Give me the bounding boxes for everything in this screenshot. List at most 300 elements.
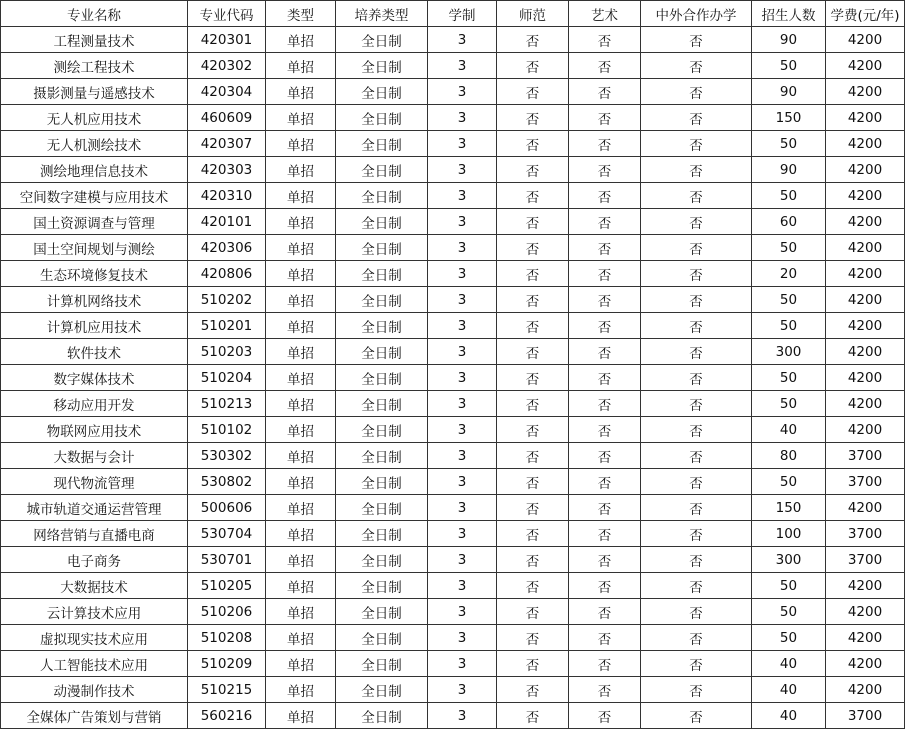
- training-type-cell: 全日制: [336, 391, 428, 417]
- sino-foreign-cell: 否: [641, 261, 752, 287]
- duration-cell: 3: [428, 391, 497, 417]
- teacher-training-cell: 否: [497, 105, 569, 131]
- teacher-training-cell: 否: [497, 79, 569, 105]
- table-row: [1, 131, 905, 157]
- duration-cell: 3: [428, 521, 497, 547]
- teacher-training-cell: 否: [497, 235, 569, 261]
- header-row: [1, 1, 905, 27]
- major-code-cell: 510215: [188, 677, 266, 703]
- sino-foreign-cell: 否: [641, 105, 752, 131]
- art-cell: 否: [569, 365, 641, 391]
- teacher-training-cell: 否: [497, 651, 569, 677]
- table-row: [1, 105, 905, 131]
- type-cell: 单招: [266, 443, 336, 469]
- teacher-training-cell: 否: [497, 417, 569, 443]
- sino-foreign-cell: 否: [641, 183, 752, 209]
- table-row: [1, 27, 905, 53]
- tuition-cell: 4200: [826, 573, 905, 599]
- tuition-cell: 4200: [826, 131, 905, 157]
- training-type-cell: 全日制: [336, 677, 428, 703]
- type-cell: 单招: [266, 27, 336, 53]
- training-type-cell: 全日制: [336, 703, 428, 729]
- enrollment-count-cell: 50: [752, 183, 826, 209]
- tuition-cell: 4200: [826, 495, 905, 521]
- teacher-training-cell: 否: [497, 339, 569, 365]
- teacher-training-cell: 否: [497, 573, 569, 599]
- table-row: [1, 677, 905, 703]
- tuition-cell: 3700: [826, 521, 905, 547]
- sino-foreign-cell: 否: [641, 677, 752, 703]
- art-cell: 否: [569, 599, 641, 625]
- major-code-cell: 420304: [188, 79, 266, 105]
- table-row: [1, 469, 905, 495]
- training-type-cell: 全日制: [336, 105, 428, 131]
- teacher-training-cell: 否: [497, 287, 569, 313]
- tuition-cell: 3700: [826, 547, 905, 573]
- major-code-cell: 420307: [188, 131, 266, 157]
- training-type-cell: 全日制: [336, 53, 428, 79]
- enrollment-count-cell: 50: [752, 235, 826, 261]
- art-cell: 否: [569, 703, 641, 729]
- table-row: [1, 625, 905, 651]
- sino-foreign-cell: 否: [641, 53, 752, 79]
- sino-foreign-cell: 否: [641, 703, 752, 729]
- teacher-training-cell: 否: [497, 261, 569, 287]
- major-name-cell: 国土资源调查与管理: [1, 209, 188, 235]
- training-type-cell: 全日制: [336, 651, 428, 677]
- sino-foreign-cell: 否: [641, 651, 752, 677]
- table-row: [1, 53, 905, 79]
- major-code-cell: 530701: [188, 547, 266, 573]
- sino-foreign-cell: 否: [641, 209, 752, 235]
- major-name-cell: 物联网应用技术: [1, 417, 188, 443]
- tuition-cell: 3700: [826, 443, 905, 469]
- major-name-cell: 测绘地理信息技术: [1, 157, 188, 183]
- duration-cell: 3: [428, 625, 497, 651]
- art-cell: 否: [569, 131, 641, 157]
- major-code-cell: 420301: [188, 27, 266, 53]
- art-cell: 否: [569, 443, 641, 469]
- duration-cell: 3: [428, 417, 497, 443]
- art-cell: 否: [569, 469, 641, 495]
- duration-cell: 3: [428, 547, 497, 573]
- duration-cell: 3: [428, 469, 497, 495]
- art-cell: 否: [569, 521, 641, 547]
- table-row: [1, 339, 905, 365]
- tuition-cell: 3700: [826, 703, 905, 729]
- sino-foreign-cell: 否: [641, 599, 752, 625]
- major-name-cell: 现代物流管理: [1, 469, 188, 495]
- major-code-cell: 500606: [188, 495, 266, 521]
- type-cell: 单招: [266, 495, 336, 521]
- table-row: [1, 521, 905, 547]
- enrollment-count-cell: 80: [752, 443, 826, 469]
- major-code-cell: 420310: [188, 183, 266, 209]
- type-cell: 单招: [266, 53, 336, 79]
- art-cell: 否: [569, 27, 641, 53]
- type-cell: 单招: [266, 183, 336, 209]
- duration-cell: 3: [428, 27, 497, 53]
- table-row: [1, 391, 905, 417]
- sino-foreign-cell: 否: [641, 235, 752, 261]
- tuition-cell: 3700: [826, 469, 905, 495]
- table-row: [1, 703, 905, 729]
- sino-foreign-cell: 否: [641, 157, 752, 183]
- duration-cell: 3: [428, 703, 497, 729]
- enrollment-count-cell: 100: [752, 521, 826, 547]
- training-type-cell: 全日制: [336, 469, 428, 495]
- duration-cell: 3: [428, 677, 497, 703]
- tuition-cell: 4200: [826, 625, 905, 651]
- sino-foreign-cell: 否: [641, 417, 752, 443]
- enrollment-count-cell: 300: [752, 339, 826, 365]
- enrollment-count-cell: 50: [752, 287, 826, 313]
- training-type-cell: 全日制: [336, 287, 428, 313]
- sino-foreign-cell: 否: [641, 573, 752, 599]
- major-code-cell: 530302: [188, 443, 266, 469]
- art-cell: 否: [569, 157, 641, 183]
- art-cell: 否: [569, 417, 641, 443]
- enrollment-count-cell: 150: [752, 105, 826, 131]
- enrollment-count-cell: 50: [752, 313, 826, 339]
- header-type: 类型: [266, 1, 336, 27]
- type-cell: 单招: [266, 339, 336, 365]
- type-cell: 单招: [266, 625, 336, 651]
- major-name-cell: 无人机应用技术: [1, 105, 188, 131]
- training-type-cell: 全日制: [336, 417, 428, 443]
- major-name-cell: 计算机应用技术: [1, 313, 188, 339]
- enrollment-count-cell: 50: [752, 573, 826, 599]
- training-type-cell: 全日制: [336, 573, 428, 599]
- duration-cell: 3: [428, 131, 497, 157]
- duration-cell: 3: [428, 79, 497, 105]
- art-cell: 否: [569, 339, 641, 365]
- tuition-cell: 4200: [826, 183, 905, 209]
- training-type-cell: 全日制: [336, 443, 428, 469]
- table-row: [1, 183, 905, 209]
- tuition-cell: 4200: [826, 209, 905, 235]
- table-row: [1, 235, 905, 261]
- major-name-cell: 城市轨道交通运营管理: [1, 495, 188, 521]
- training-type-cell: 全日制: [336, 209, 428, 235]
- table-row: [1, 599, 905, 625]
- table-row: [1, 651, 905, 677]
- type-cell: 单招: [266, 209, 336, 235]
- major-code-cell: 510205: [188, 573, 266, 599]
- tuition-cell: 4200: [826, 235, 905, 261]
- training-type-cell: 全日制: [336, 27, 428, 53]
- table-body: [1, 27, 905, 729]
- enrollment-count-cell: 50: [752, 599, 826, 625]
- enrollment-count-cell: 90: [752, 79, 826, 105]
- art-cell: 否: [569, 105, 641, 131]
- sino-foreign-cell: 否: [641, 391, 752, 417]
- teacher-training-cell: 否: [497, 443, 569, 469]
- major-code-cell: 560216: [188, 703, 266, 729]
- teacher-training-cell: 否: [497, 469, 569, 495]
- type-cell: 单招: [266, 417, 336, 443]
- duration-cell: 3: [428, 573, 497, 599]
- sino-foreign-cell: 否: [641, 625, 752, 651]
- major-name-cell: 国土空间规划与测绘: [1, 235, 188, 261]
- enrollment-count-cell: 40: [752, 703, 826, 729]
- type-cell: 单招: [266, 573, 336, 599]
- major-name-cell: 动漫制作技术: [1, 677, 188, 703]
- type-cell: 单招: [266, 469, 336, 495]
- teacher-training-cell: 否: [497, 183, 569, 209]
- art-cell: 否: [569, 391, 641, 417]
- training-type-cell: 全日制: [336, 313, 428, 339]
- major-code-cell: 420303: [188, 157, 266, 183]
- table-row: [1, 287, 905, 313]
- duration-cell: 3: [428, 339, 497, 365]
- teacher-training-cell: 否: [497, 131, 569, 157]
- table-row: [1, 417, 905, 443]
- table-row: [1, 365, 905, 391]
- training-type-cell: 全日制: [336, 521, 428, 547]
- major-name-cell: 大数据技术: [1, 573, 188, 599]
- major-name-cell: 电子商务: [1, 547, 188, 573]
- duration-cell: 3: [428, 651, 497, 677]
- training-type-cell: 全日制: [336, 547, 428, 573]
- major-code-cell: 420306: [188, 235, 266, 261]
- enrollment-count-cell: 150: [752, 495, 826, 521]
- tuition-cell: 4200: [826, 79, 905, 105]
- enrollment-count-cell: 90: [752, 27, 826, 53]
- major-code-cell: 460609: [188, 105, 266, 131]
- table-row: [1, 209, 905, 235]
- major-code-cell: 510102: [188, 417, 266, 443]
- duration-cell: 3: [428, 261, 497, 287]
- table-row: [1, 443, 905, 469]
- art-cell: 否: [569, 209, 641, 235]
- teacher-training-cell: 否: [497, 547, 569, 573]
- tuition-cell: 4200: [826, 339, 905, 365]
- tuition-cell: 4200: [826, 157, 905, 183]
- training-type-cell: 全日制: [336, 79, 428, 105]
- enrollment-count-cell: 60: [752, 209, 826, 235]
- enrollment-count-cell: 40: [752, 677, 826, 703]
- tuition-cell: 4200: [826, 313, 905, 339]
- training-type-cell: 全日制: [336, 495, 428, 521]
- major-name-cell: 大数据与会计: [1, 443, 188, 469]
- tuition-cell: 4200: [826, 651, 905, 677]
- training-type-cell: 全日制: [336, 183, 428, 209]
- table-row: [1, 79, 905, 105]
- teacher-training-cell: 否: [497, 365, 569, 391]
- major-code-cell: 510201: [188, 313, 266, 339]
- sino-foreign-cell: 否: [641, 27, 752, 53]
- type-cell: 单招: [266, 677, 336, 703]
- enrollment-count-cell: 50: [752, 365, 826, 391]
- art-cell: 否: [569, 625, 641, 651]
- duration-cell: 3: [428, 443, 497, 469]
- teacher-training-cell: 否: [497, 677, 569, 703]
- major-code-cell: 510204: [188, 365, 266, 391]
- type-cell: 单招: [266, 313, 336, 339]
- major-code-cell: 420302: [188, 53, 266, 79]
- header-major-name: 专业名称: [1, 1, 188, 27]
- enrollment-count-cell: 300: [752, 547, 826, 573]
- sino-foreign-cell: 否: [641, 365, 752, 391]
- training-type-cell: 全日制: [336, 339, 428, 365]
- duration-cell: 3: [428, 157, 497, 183]
- sino-foreign-cell: 否: [641, 131, 752, 157]
- teacher-training-cell: 否: [497, 313, 569, 339]
- duration-cell: 3: [428, 599, 497, 625]
- major-code-cell: 420101: [188, 209, 266, 235]
- type-cell: 单招: [266, 599, 336, 625]
- training-type-cell: 全日制: [336, 599, 428, 625]
- training-type-cell: 全日制: [336, 365, 428, 391]
- teacher-training-cell: 否: [497, 703, 569, 729]
- major-code-cell: 510206: [188, 599, 266, 625]
- type-cell: 单招: [266, 157, 336, 183]
- art-cell: 否: [569, 651, 641, 677]
- enrollment-count-cell: 20: [752, 261, 826, 287]
- art-cell: 否: [569, 287, 641, 313]
- header-teacher-training: 师范: [497, 1, 569, 27]
- teacher-training-cell: 否: [497, 27, 569, 53]
- tuition-cell: 4200: [826, 391, 905, 417]
- major-name-cell: 网络营销与直播电商: [1, 521, 188, 547]
- duration-cell: 3: [428, 287, 497, 313]
- header-tuition: 学费(元/年): [826, 1, 905, 27]
- duration-cell: 3: [428, 235, 497, 261]
- type-cell: 单招: [266, 391, 336, 417]
- teacher-training-cell: 否: [497, 391, 569, 417]
- training-type-cell: 全日制: [336, 235, 428, 261]
- enrollment-count-cell: 50: [752, 131, 826, 157]
- duration-cell: 3: [428, 495, 497, 521]
- major-name-cell: 摄影测量与遥感技术: [1, 79, 188, 105]
- major-name-cell: 全媒体广告策划与营销: [1, 703, 188, 729]
- tuition-cell: 4200: [826, 27, 905, 53]
- enrollment-count-cell: 50: [752, 391, 826, 417]
- tuition-cell: 4200: [826, 677, 905, 703]
- teacher-training-cell: 否: [497, 157, 569, 183]
- major-code-cell: 510208: [188, 625, 266, 651]
- type-cell: 单招: [266, 651, 336, 677]
- training-type-cell: 全日制: [336, 261, 428, 287]
- type-cell: 单招: [266, 547, 336, 573]
- header-duration: 学制: [428, 1, 497, 27]
- teacher-training-cell: 否: [497, 521, 569, 547]
- header-training-type: 培养类型: [336, 1, 428, 27]
- duration-cell: 3: [428, 365, 497, 391]
- sino-foreign-cell: 否: [641, 287, 752, 313]
- major-name-cell: 无人机测绘技术: [1, 131, 188, 157]
- teacher-training-cell: 否: [497, 209, 569, 235]
- enrollment-count-cell: 50: [752, 53, 826, 79]
- major-name-cell: 软件技术: [1, 339, 188, 365]
- art-cell: 否: [569, 183, 641, 209]
- teacher-training-cell: 否: [497, 53, 569, 79]
- tuition-cell: 4200: [826, 365, 905, 391]
- table-row: [1, 547, 905, 573]
- table-row: [1, 313, 905, 339]
- sino-foreign-cell: 否: [641, 521, 752, 547]
- major-name-cell: 生态环境修复技术: [1, 261, 188, 287]
- major-name-cell: 工程测量技术: [1, 27, 188, 53]
- enrollment-count-cell: 40: [752, 417, 826, 443]
- training-type-cell: 全日制: [336, 157, 428, 183]
- sino-foreign-cell: 否: [641, 547, 752, 573]
- enrollment-count-cell: 50: [752, 625, 826, 651]
- major-name-cell: 虚拟现实技术应用: [1, 625, 188, 651]
- training-type-cell: 全日制: [336, 131, 428, 157]
- teacher-training-cell: 否: [497, 625, 569, 651]
- major-code-cell: 510203: [188, 339, 266, 365]
- tuition-cell: 4200: [826, 261, 905, 287]
- art-cell: 否: [569, 495, 641, 521]
- major-code-cell: 510213: [188, 391, 266, 417]
- art-cell: 否: [569, 313, 641, 339]
- type-cell: 单招: [266, 521, 336, 547]
- sino-foreign-cell: 否: [641, 443, 752, 469]
- training-type-cell: 全日制: [336, 625, 428, 651]
- tuition-cell: 4200: [826, 417, 905, 443]
- table-row: [1, 261, 905, 287]
- major-name-cell: 测绘工程技术: [1, 53, 188, 79]
- tuition-cell: 4200: [826, 287, 905, 313]
- duration-cell: 3: [428, 53, 497, 79]
- type-cell: 单招: [266, 261, 336, 287]
- sino-foreign-cell: 否: [641, 495, 752, 521]
- tuition-cell: 4200: [826, 53, 905, 79]
- header-major-code: 专业代码: [188, 1, 266, 27]
- enrollment-count-cell: 90: [752, 157, 826, 183]
- art-cell: 否: [569, 235, 641, 261]
- major-name-cell: 移动应用开发: [1, 391, 188, 417]
- header-sino-foreign: 中外合作办学: [641, 1, 752, 27]
- art-cell: 否: [569, 261, 641, 287]
- type-cell: 单招: [266, 105, 336, 131]
- type-cell: 单招: [266, 703, 336, 729]
- duration-cell: 3: [428, 209, 497, 235]
- art-cell: 否: [569, 677, 641, 703]
- sino-foreign-cell: 否: [641, 79, 752, 105]
- major-name-cell: 云计算技术应用: [1, 599, 188, 625]
- major-code-cell: 530802: [188, 469, 266, 495]
- table-row: [1, 573, 905, 599]
- sino-foreign-cell: 否: [641, 339, 752, 365]
- major-code-cell: 530704: [188, 521, 266, 547]
- table-row: [1, 157, 905, 183]
- teacher-training-cell: 否: [497, 599, 569, 625]
- teacher-training-cell: 否: [497, 495, 569, 521]
- enrollment-count-cell: 50: [752, 469, 826, 495]
- duration-cell: 3: [428, 105, 497, 131]
- art-cell: 否: [569, 547, 641, 573]
- type-cell: 单招: [266, 131, 336, 157]
- table-row: [1, 495, 905, 521]
- sino-foreign-cell: 否: [641, 469, 752, 495]
- type-cell: 单招: [266, 79, 336, 105]
- major-name-cell: 数字媒体技术: [1, 365, 188, 391]
- major-name-cell: 空间数字建模与应用技术: [1, 183, 188, 209]
- major-name-cell: 人工智能技术应用: [1, 651, 188, 677]
- tuition-cell: 4200: [826, 105, 905, 131]
- duration-cell: 3: [428, 183, 497, 209]
- type-cell: 单招: [266, 235, 336, 261]
- major-code-cell: 510202: [188, 287, 266, 313]
- enrollment-count-cell: 40: [752, 651, 826, 677]
- tuition-cell: 4200: [826, 599, 905, 625]
- type-cell: 单招: [266, 287, 336, 313]
- header-enrollment-count: 招生人数: [752, 1, 826, 27]
- type-cell: 单招: [266, 365, 336, 391]
